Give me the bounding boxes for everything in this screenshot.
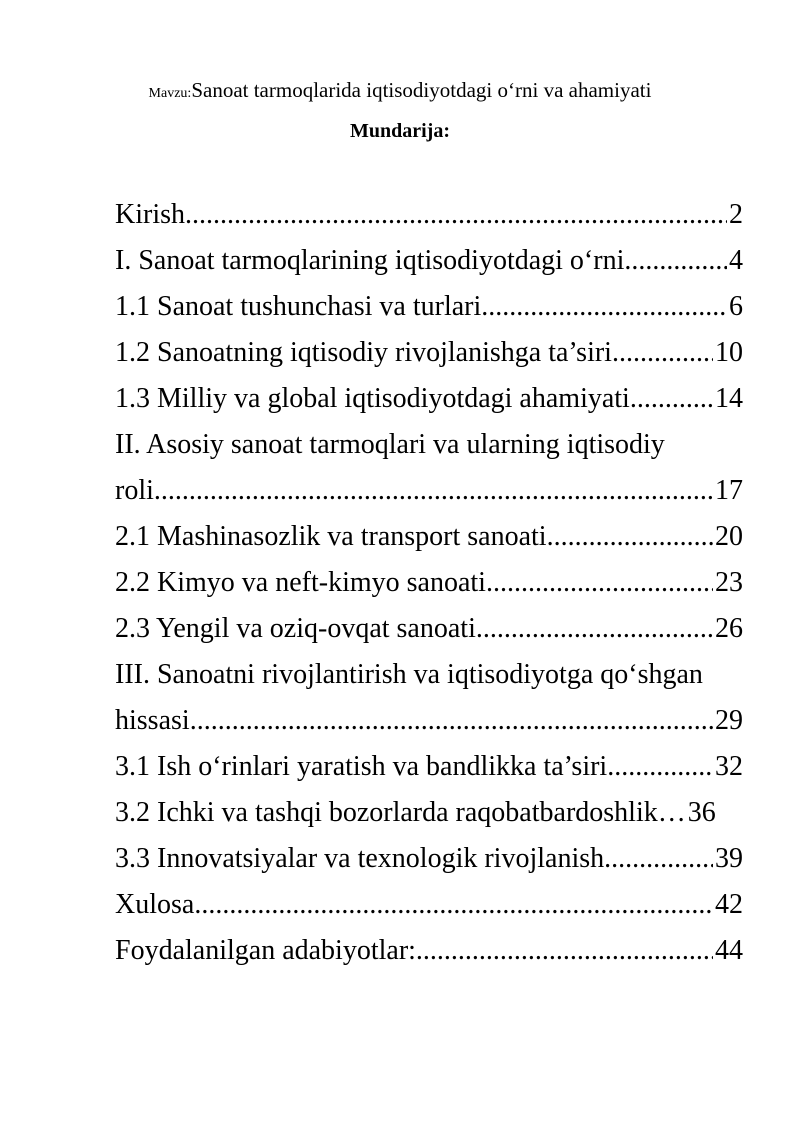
toc-entry-title: 2.1 Mashinasozlik va transport sanoati bbox=[115, 521, 547, 552]
topic-prefix: Mavzu: bbox=[148, 86, 192, 101]
toc-page-number: 42 bbox=[715, 889, 743, 920]
toc-entry-title: Kirish bbox=[115, 199, 185, 230]
toc-page-number: 44 bbox=[715, 935, 743, 966]
toc-entry-2-2 bbox=[115, 560, 743, 606]
toc-leader-dots bbox=[630, 376, 713, 422]
toc-page-number: 14 bbox=[715, 383, 743, 414]
toc-page-number: 36 bbox=[687, 797, 716, 828]
toc-leader-dots bbox=[476, 606, 713, 652]
toc-entry-chapter-1 bbox=[115, 238, 743, 284]
toc-entry-title: 1.2 Sanoatning iqtisodiy rivojlanishga ta’siri bbox=[115, 337, 612, 368]
toc-leader-dots bbox=[481, 284, 727, 330]
toc-entry-references bbox=[115, 928, 743, 974]
toc-leader-dots bbox=[624, 238, 727, 284]
toc-leader-dots bbox=[194, 882, 713, 928]
toc-leader-dots bbox=[154, 468, 713, 514]
toc-entry-3-3 bbox=[115, 836, 743, 882]
toc-entry-title: 1.3 Milliy va global iqtisodiyotdagi ahamiyati bbox=[115, 383, 630, 414]
toc-entry-xulosa bbox=[115, 882, 743, 928]
toc-page-number: 32 bbox=[715, 751, 743, 782]
toc-page-number: 2 bbox=[729, 199, 743, 230]
toc-entry-2-3 bbox=[115, 606, 743, 652]
toc-page-number: 10 bbox=[715, 337, 743, 368]
toc-page-number: 20 bbox=[715, 521, 743, 552]
toc-entry-title: 1.1 Sanoat tushunchasi va turlari bbox=[115, 291, 482, 322]
toc-entry-title: Foydalanilgan adabiyotlar: bbox=[115, 935, 416, 966]
toc-entry-title: 3.2 Ichki va tashqi bozorlarda raqobatbardoshlik… bbox=[115, 797, 686, 828]
toc-entry-chapter-2-line1: II. Asosiy sanoat tarmoqlari va ularning iqtisodiy bbox=[115, 429, 665, 460]
toc-entry-1-2 bbox=[115, 330, 743, 376]
toc-entry-title: 2.2 Kimyo va neft-kimyo sanoati bbox=[115, 567, 486, 598]
toc-heading: Mundarija: bbox=[350, 120, 450, 142]
toc-entry-title: Xulosa bbox=[115, 889, 195, 920]
toc-page-number: 4 bbox=[729, 245, 743, 276]
toc-entry-1-1 bbox=[115, 284, 743, 330]
toc-entry-chapter-2 bbox=[115, 468, 743, 514]
toc-entry-3-1 bbox=[115, 744, 743, 790]
toc-page-number: 29 bbox=[715, 705, 743, 736]
toc-page-number: 23 bbox=[715, 567, 743, 598]
topic-line bbox=[0, 78, 800, 103]
toc-leader-dots bbox=[604, 836, 713, 882]
toc-leader-dots bbox=[416, 928, 713, 974]
toc-leader-dots bbox=[612, 330, 713, 376]
toc-entry-chapter-3 bbox=[115, 698, 743, 744]
toc-entry-title: roli bbox=[115, 475, 154, 506]
toc-entry-title: 2.3 Yengil va oziq-ovqat sanoati bbox=[115, 613, 476, 644]
toc-leader-dots bbox=[185, 192, 727, 238]
toc-page-number: 17 bbox=[715, 475, 743, 506]
toc-entry-chapter-3-line1: III. Sanoatni rivojlantirish va iqtisodiyotga qo‘shgan bbox=[115, 659, 703, 690]
toc-entry-2-1 bbox=[115, 514, 743, 560]
toc-page-number: 26 bbox=[715, 613, 743, 644]
toc-entry-title: 3.1 Ish o‘rinlari yaratish va bandlikka ta’siri bbox=[115, 751, 608, 782]
toc-entry-title: I. Sanoat tarmoqlarining iqtisodiyotdagi o‘rni bbox=[115, 245, 625, 276]
toc-leader-dots bbox=[607, 744, 713, 790]
toc-leader-dots bbox=[486, 560, 713, 606]
toc-entry-1-3 bbox=[115, 376, 743, 422]
toc-leader-dots bbox=[547, 514, 713, 560]
table-of-contents bbox=[115, 192, 743, 974]
toc-entry-title: hissasi bbox=[115, 705, 190, 736]
topic-title: Sanoat tarmoqlarida iqtisodiyotdagi o‘rni va ahamiyati bbox=[191, 78, 652, 102]
toc-entry-3-2 bbox=[115, 790, 743, 836]
toc-entry-title: 3.3 Innovatsiyalar va texnologik rivojlanish bbox=[115, 843, 605, 874]
toc-page-number: 39 bbox=[715, 843, 743, 874]
toc-leader-dots bbox=[190, 698, 713, 744]
toc-page-number: 6 bbox=[729, 291, 743, 322]
toc-entry-kirish bbox=[115, 192, 743, 238]
